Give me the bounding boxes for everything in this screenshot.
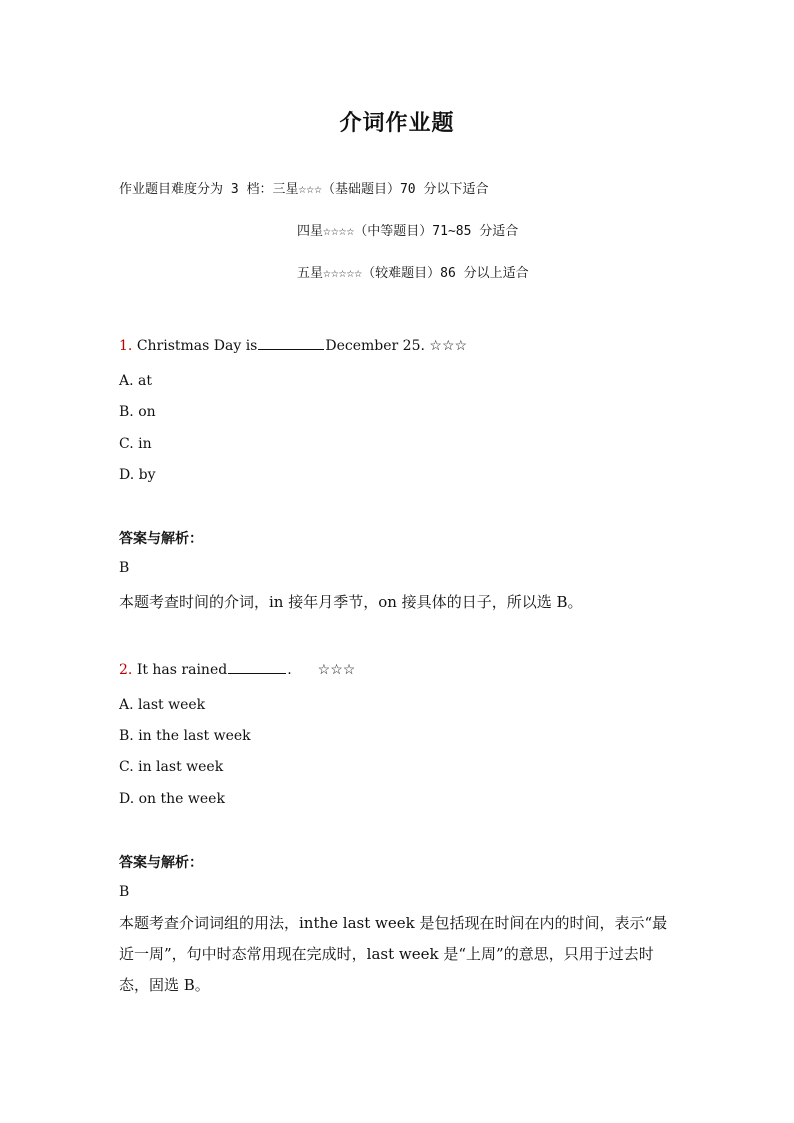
q1-answer: B bbox=[119, 560, 130, 576]
question-2-number: 2. bbox=[119, 662, 133, 678]
difficulty-line-3: 五星☆☆☆☆☆（较难题目）86 分以上适合 bbox=[297, 266, 529, 281]
q2-answer: B bbox=[119, 884, 130, 900]
answer-blank bbox=[258, 337, 324, 350]
q2-option-b: B. in the last week bbox=[119, 728, 251, 744]
question-1 bbox=[119, 337, 467, 354]
question-2-text-after: . bbox=[287, 662, 292, 678]
difficulty-line-2: 四星☆☆☆☆（中等题目）71~85 分适合 bbox=[297, 224, 519, 239]
question-1-number: 1. bbox=[119, 338, 133, 354]
page-title: 介词作业题 bbox=[339, 111, 455, 136]
question-1-text-before: Christmas Day is bbox=[136, 338, 258, 354]
q2-answer-heading: 答案与解析： bbox=[119, 855, 203, 871]
question-2 bbox=[119, 661, 355, 678]
q2-option-c: C. in last week bbox=[119, 759, 224, 775]
q2-explanation: 本题考查介词词组的用法，inthe last week 是包括现在时间在内的时间，表示“最近一周”，句中时态常用现在完成时，last week 是“上周”的意思，只用于过去时态，固选 B。 bbox=[119, 914, 668, 994]
q1-explanation: 本题考查时间的介词，in 接年月季节，on 接具体的日子，所以选 B。 bbox=[119, 593, 583, 611]
q1-option-a: A. at bbox=[119, 373, 152, 389]
q2-option-a: A. last week bbox=[119, 697, 206, 713]
q1-option-d: D. by bbox=[119, 467, 156, 483]
q1-option-c: C. in bbox=[119, 436, 152, 452]
q1-option-b: B. on bbox=[119, 404, 156, 420]
answer-blank bbox=[228, 661, 286, 674]
question-2-text-before: It has rained bbox=[136, 662, 228, 678]
q2-option-d: D. on the week bbox=[119, 791, 225, 807]
question-1-text-after: December 25. ☆☆☆ bbox=[325, 338, 468, 354]
difficulty-line-1: 作业题目难度分为 3 档：三星☆☆☆（基础题目）70 分以下适合 bbox=[119, 182, 489, 197]
q1-answer-heading: 答案与解析： bbox=[119, 531, 203, 547]
question-2-stars: ☆☆☆ bbox=[317, 662, 356, 678]
